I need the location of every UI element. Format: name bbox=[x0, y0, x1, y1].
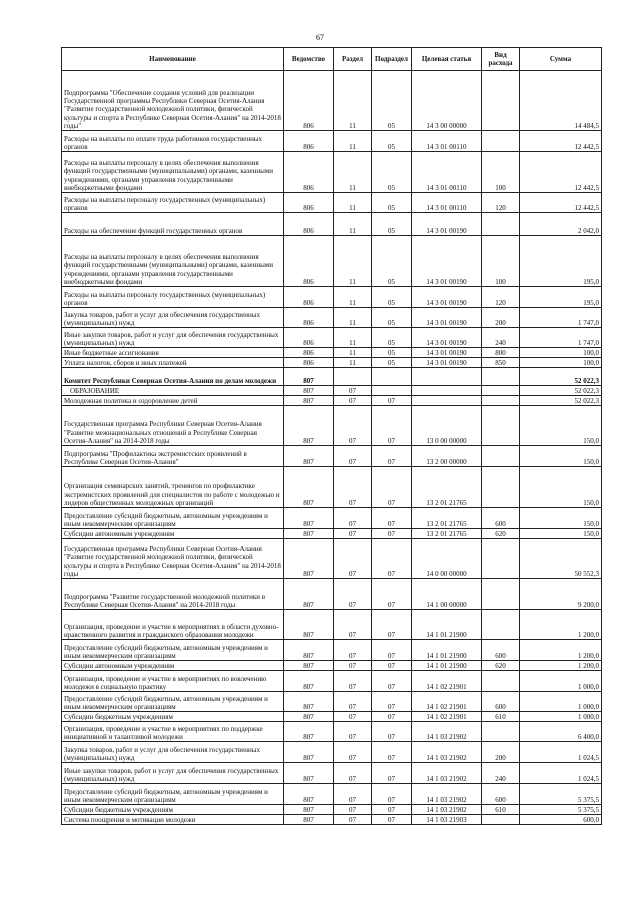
cell-subsection: 05 bbox=[372, 308, 412, 328]
cell-section: 07 bbox=[334, 529, 372, 539]
cell-expense-type bbox=[482, 579, 520, 610]
table-row bbox=[62, 579, 602, 610]
cell-ministry: 806 bbox=[284, 193, 334, 213]
cell-name: Комитет Республики Северная Осетия-Алания по делам молодежи bbox=[62, 368, 284, 386]
cell-subsection: 05 bbox=[372, 236, 412, 287]
cell-section: 07 bbox=[334, 784, 372, 805]
table-row bbox=[62, 671, 602, 692]
cell-section: 11 bbox=[334, 193, 372, 213]
cell-target: 14 1 03 21902 bbox=[412, 722, 482, 742]
cell-target bbox=[412, 368, 482, 386]
cell-sum: 1 200,0 bbox=[520, 640, 602, 661]
table-row bbox=[62, 508, 602, 529]
cell-sum: 1 000,0 bbox=[520, 692, 602, 712]
cell-ministry: 807 bbox=[284, 712, 334, 722]
cell-subsection: 07 bbox=[372, 579, 412, 610]
cell-name: Иные закупки товаров, работ и услуг для обеспечения государственных (муниципальных) нужд bbox=[62, 763, 284, 784]
cell-target: 14 3 01 00110 bbox=[412, 193, 482, 213]
cell-sum: 1 024,5 bbox=[520, 742, 602, 763]
cell-expense-type bbox=[482, 396, 520, 406]
cell-expense-type: 200 bbox=[482, 742, 520, 763]
cell-section: 07 bbox=[334, 396, 372, 406]
table-row bbox=[62, 529, 602, 539]
cell-sum: 100,0 bbox=[520, 348, 602, 358]
cell-target: 14 1 03 21902 bbox=[412, 805, 482, 815]
cell-name: Подпрограмма "Обеспечение создания условий для реализации Государственной программы Республики Северная Осетия-Алания "Развитие государственной молодежной политики, физической культуры и спорта в Республике Северная Осетия-Алания" на 2014-2018 годы" bbox=[62, 71, 284, 131]
cell-expense-type: 200 bbox=[482, 308, 520, 328]
cell-expense-type: 600 bbox=[482, 508, 520, 529]
cell-expense-type bbox=[482, 368, 520, 386]
cell-name: Государственная программа Республики Северная Осетия-Алания "Развитие межнациональных отношений в Республике Северная Осетия-Алания" на 2014-2018 годы bbox=[62, 406, 284, 446]
cell-name: Подпрограмма "Развитие государственной молодежной политики в Республике Северная Осетия-Алания" на 2014-2018 годы bbox=[62, 579, 284, 610]
cell-target: 14 3 01 00190 bbox=[412, 287, 482, 308]
table-row bbox=[62, 328, 602, 348]
cell-name: Предоставление субсидий бюджетным, автономным учреждениям и иным некоммерческим организациям bbox=[62, 784, 284, 805]
header-section: Раздел bbox=[334, 48, 372, 71]
cell-section: 11 bbox=[334, 287, 372, 308]
cell-ministry: 807 bbox=[284, 508, 334, 529]
cell-ministry: 807 bbox=[284, 396, 334, 406]
cell-expense-type bbox=[482, 815, 520, 825]
cell-expense-type: 800 bbox=[482, 348, 520, 358]
cell-ministry: 807 bbox=[284, 805, 334, 815]
cell-section: 07 bbox=[334, 539, 372, 579]
cell-ministry: 807 bbox=[284, 529, 334, 539]
cell-expense-type bbox=[482, 131, 520, 152]
cell-subsection: 05 bbox=[372, 152, 412, 193]
cell-ministry: 807 bbox=[284, 742, 334, 763]
cell-expense-type bbox=[482, 71, 520, 131]
cell-sum: 5 375,5 bbox=[520, 805, 602, 815]
cell-section: 11 bbox=[334, 348, 372, 358]
cell-target: 14 3 01 00190 bbox=[412, 348, 482, 358]
cell-sum: 52 022,3 bbox=[520, 396, 602, 406]
cell-subsection: 07 bbox=[372, 692, 412, 712]
cell-sum: 12 442,5 bbox=[520, 131, 602, 152]
table-row bbox=[62, 712, 602, 722]
cell-sum: 12 442,5 bbox=[520, 152, 602, 193]
cell-subsection: 05 bbox=[372, 131, 412, 152]
cell-section bbox=[334, 368, 372, 386]
cell-ministry: 806 bbox=[284, 348, 334, 358]
cell-section: 07 bbox=[334, 815, 372, 825]
table-row bbox=[62, 213, 602, 236]
cell-target: 14 3 01 00190 bbox=[412, 236, 482, 287]
cell-expense-type: 600 bbox=[482, 692, 520, 712]
cell-subsection: 07 bbox=[372, 763, 412, 784]
cell-subsection: 07 bbox=[372, 671, 412, 692]
cell-sum: 14 484,5 bbox=[520, 71, 602, 131]
cell-name: Иные бюджетные ассигнования bbox=[62, 348, 284, 358]
cell-ministry: 807 bbox=[284, 661, 334, 671]
cell-expense-type: 600 bbox=[482, 784, 520, 805]
cell-subsection: 07 bbox=[372, 539, 412, 579]
cell-target: 13 2 00 00000 bbox=[412, 446, 482, 467]
cell-expense-type bbox=[482, 446, 520, 467]
cell-name: Система поощрения и мотивации молодежи bbox=[62, 815, 284, 825]
cell-name: Предоставление субсидий бюджетным, автономным учреждениям и иным некоммерческим организациям bbox=[62, 640, 284, 661]
cell-sum: 195,0 bbox=[520, 236, 602, 287]
cell-expense-type bbox=[482, 406, 520, 446]
cell-sum: 600,0 bbox=[520, 815, 602, 825]
cell-sum: 100,0 bbox=[520, 358, 602, 368]
header-name: Наименование bbox=[62, 48, 284, 71]
cell-subsection: 07 bbox=[372, 722, 412, 742]
cell-section: 11 bbox=[334, 71, 372, 131]
cell-name: Предоставление субсидий бюджетным, автономным учреждениям и иным некоммерческим организациям bbox=[62, 692, 284, 712]
cell-subsection bbox=[372, 386, 412, 396]
cell-section: 11 bbox=[334, 152, 372, 193]
table-row bbox=[62, 368, 602, 386]
header-expense-type: Вид расхода bbox=[482, 48, 520, 71]
cell-ministry: 807 bbox=[284, 610, 334, 640]
cell-ministry: 807 bbox=[284, 368, 334, 386]
cell-name: Расходы на выплаты персоналу государственных (муниципальных) органов bbox=[62, 287, 284, 308]
cell-ministry: 807 bbox=[284, 406, 334, 446]
cell-target: 14 1 00 00000 bbox=[412, 579, 482, 610]
cell-ministry: 807 bbox=[284, 386, 334, 396]
cell-ministry: 807 bbox=[284, 539, 334, 579]
cell-target: 14 1 01 21900 bbox=[412, 661, 482, 671]
cell-ministry: 806 bbox=[284, 308, 334, 328]
cell-ministry: 806 bbox=[284, 236, 334, 287]
cell-target: 14 1 01 21900 bbox=[412, 640, 482, 661]
cell-ministry: 807 bbox=[284, 640, 334, 661]
cell-target: 14 1 03 21903 bbox=[412, 815, 482, 825]
cell-ministry: 807 bbox=[284, 671, 334, 692]
cell-name: Уплата налогов, сборов и иных платежей bbox=[62, 358, 284, 368]
table-row bbox=[62, 396, 602, 406]
cell-target: 13 2 01 21765 bbox=[412, 529, 482, 539]
cell-section: 07 bbox=[334, 386, 372, 396]
cell-expense-type: 120 bbox=[482, 287, 520, 308]
cell-ministry: 806 bbox=[284, 287, 334, 308]
cell-target: 14 0 00 00000 bbox=[412, 539, 482, 579]
cell-section: 07 bbox=[334, 610, 372, 640]
cell-expense-type: 120 bbox=[482, 193, 520, 213]
cell-target: 14 3 01 00190 bbox=[412, 358, 482, 368]
cell-sum: 1 000,0 bbox=[520, 671, 602, 692]
table-row bbox=[62, 287, 602, 308]
cell-name: Расходы на выплаты по оплате труда работников государственных органов bbox=[62, 131, 284, 152]
cell-subsection: 07 bbox=[372, 712, 412, 722]
cell-section: 11 bbox=[334, 328, 372, 348]
cell-expense-type bbox=[482, 213, 520, 236]
cell-expense-type: 100 bbox=[482, 152, 520, 193]
cell-sum: 5 375,5 bbox=[520, 784, 602, 805]
cell-name: Закупка товаров, работ и услуг для обеспечения государственных (муниципальных) нужд bbox=[62, 308, 284, 328]
cell-target: 14 1 03 21902 bbox=[412, 763, 482, 784]
cell-expense-type: 100 bbox=[482, 236, 520, 287]
cell-name: Предоставление субсидий бюджетным, автономным учреждениям и иным некоммерческим организациям bbox=[62, 508, 284, 529]
cell-sum: 6 400,0 bbox=[520, 722, 602, 742]
cell-sum: 1 024,5 bbox=[520, 763, 602, 784]
page-number: 67 bbox=[316, 33, 324, 42]
cell-target: 13 2 01 21765 bbox=[412, 508, 482, 529]
table-row bbox=[62, 467, 602, 508]
cell-target: 14 1 03 21902 bbox=[412, 742, 482, 763]
table-row bbox=[62, 784, 602, 805]
table-row bbox=[62, 640, 602, 661]
table-row bbox=[62, 661, 602, 671]
cell-ministry: 807 bbox=[284, 815, 334, 825]
cell-target: 14 3 01 00110 bbox=[412, 131, 482, 152]
cell-ministry: 807 bbox=[284, 784, 334, 805]
cell-name: Субсидии автономным учреждениям bbox=[62, 661, 284, 671]
cell-ministry: 806 bbox=[284, 213, 334, 236]
cell-section: 07 bbox=[334, 579, 372, 610]
cell-sum: 52 022,3 bbox=[520, 368, 602, 386]
cell-target: 13 2 01 21765 bbox=[412, 467, 482, 508]
cell-subsection: 05 bbox=[372, 328, 412, 348]
cell-section: 07 bbox=[334, 508, 372, 529]
cell-section: 11 bbox=[334, 131, 372, 152]
cell-name: Организация семинарских занятий, тренингов по профилактике экстремистских проявлений для специалистов по работе с молодежью и лидеров общественных молодежных организаций bbox=[62, 467, 284, 508]
cell-sum: 12 442,5 bbox=[520, 193, 602, 213]
cell-target bbox=[412, 396, 482, 406]
cell-sum: 1 000,0 bbox=[520, 712, 602, 722]
cell-sum: 195,0 bbox=[520, 287, 602, 308]
cell-ministry: 807 bbox=[284, 446, 334, 467]
cell-subsection: 07 bbox=[372, 661, 412, 671]
cell-subsection: 07 bbox=[372, 467, 412, 508]
cell-section: 11 bbox=[334, 308, 372, 328]
cell-subsection: 05 bbox=[372, 287, 412, 308]
cell-target: 14 1 02 21901 bbox=[412, 712, 482, 722]
cell-section: 07 bbox=[334, 805, 372, 815]
table-row bbox=[62, 348, 602, 358]
table-row bbox=[62, 742, 602, 763]
cell-subsection: 07 bbox=[372, 784, 412, 805]
cell-expense-type: 850 bbox=[482, 358, 520, 368]
cell-expense-type bbox=[482, 671, 520, 692]
table-row bbox=[62, 71, 602, 131]
table-row bbox=[62, 763, 602, 784]
table-row bbox=[62, 308, 602, 328]
table-row bbox=[62, 131, 602, 152]
cell-section: 07 bbox=[334, 712, 372, 722]
cell-subsection: 07 bbox=[372, 529, 412, 539]
header-sum: Сумма bbox=[520, 48, 602, 71]
cell-expense-type: 620 bbox=[482, 529, 520, 539]
cell-name: Расходы на выплаты персоналу государственных (муниципальных) органов bbox=[62, 193, 284, 213]
cell-section: 07 bbox=[334, 692, 372, 712]
cell-section: 11 bbox=[334, 236, 372, 287]
cell-sum: 150,0 bbox=[520, 529, 602, 539]
cell-name: Расходы на выплаты персоналу в целях обеспечения выполнения функций государственными (муниципальными) органами, казенными учреждениями, органами управления государственными внебюджетными фондами bbox=[62, 236, 284, 287]
cell-expense-type bbox=[482, 467, 520, 508]
table-header-row bbox=[62, 48, 602, 71]
cell-sum: 150,0 bbox=[520, 446, 602, 467]
cell-section: 11 bbox=[334, 213, 372, 236]
cell-sum: 150,0 bbox=[520, 467, 602, 508]
table-row bbox=[62, 406, 602, 446]
cell-ministry: 806 bbox=[284, 152, 334, 193]
cell-target: 14 1 02 21901 bbox=[412, 671, 482, 692]
cell-section: 11 bbox=[334, 358, 372, 368]
cell-name: Молодежная политика и оздоровление детей bbox=[62, 396, 284, 406]
cell-expense-type bbox=[482, 539, 520, 579]
cell-sum: 1 200,0 bbox=[520, 661, 602, 671]
cell-section: 07 bbox=[334, 722, 372, 742]
cell-sum: 1 200,0 bbox=[520, 610, 602, 640]
cell-subsection: 07 bbox=[372, 805, 412, 815]
table-row bbox=[62, 386, 602, 396]
cell-name: Субсидии автономным учреждениям bbox=[62, 529, 284, 539]
cell-subsection: 07 bbox=[372, 640, 412, 661]
cell-name: Организация, проведение и участие в мероприятиях по вовлечению молодежи в социальную практику bbox=[62, 671, 284, 692]
cell-target: 14 3 01 00190 bbox=[412, 308, 482, 328]
cell-section: 07 bbox=[334, 763, 372, 784]
cell-target: 14 3 01 00190 bbox=[412, 213, 482, 236]
table-row bbox=[62, 152, 602, 193]
cell-subsection: 07 bbox=[372, 446, 412, 467]
cell-section: 07 bbox=[334, 406, 372, 446]
table-row bbox=[62, 358, 602, 368]
cell-ministry: 806 bbox=[284, 71, 334, 131]
header-target: Целевая статья bbox=[412, 48, 482, 71]
cell-expense-type: 240 bbox=[482, 328, 520, 348]
cell-ministry: 807 bbox=[284, 579, 334, 610]
table-body bbox=[62, 71, 602, 825]
cell-target bbox=[412, 386, 482, 396]
cell-subsection: 05 bbox=[372, 193, 412, 213]
cell-expense-type: 600 bbox=[482, 640, 520, 661]
cell-section: 07 bbox=[334, 446, 372, 467]
cell-target: 14 3 01 00190 bbox=[412, 328, 482, 348]
cell-sum: 1 747,0 bbox=[520, 328, 602, 348]
cell-expense-type bbox=[482, 610, 520, 640]
cell-sum: 1 747,0 bbox=[520, 308, 602, 328]
cell-name: Организация, проведение и участие в мероприятиях по поддержке инициативной и талантливой молодежи bbox=[62, 722, 284, 742]
cell-name: Государственная программа Республики Северная Осетия-Алания "Развитие государственной молодежной политики, физической культуры и спорта в Республике Северная Осетия-Алания" на 2014-2018 годы bbox=[62, 539, 284, 579]
cell-sum: 150,0 bbox=[520, 508, 602, 529]
cell-name: Расходы на обеспечение функций государственных органов bbox=[62, 213, 284, 236]
cell-subsection: 07 bbox=[372, 406, 412, 446]
cell-subsection bbox=[372, 368, 412, 386]
cell-ministry: 807 bbox=[284, 722, 334, 742]
cell-sum: 50 552,3 bbox=[520, 539, 602, 579]
cell-subsection: 05 bbox=[372, 358, 412, 368]
table-row bbox=[62, 539, 602, 579]
cell-sum: 150,0 bbox=[520, 406, 602, 446]
cell-section: 07 bbox=[334, 467, 372, 508]
cell-subsection: 07 bbox=[372, 610, 412, 640]
cell-target: 14 1 01 21900 bbox=[412, 610, 482, 640]
cell-subsection: 05 bbox=[372, 348, 412, 358]
cell-sum: 2 042,0 bbox=[520, 213, 602, 236]
cell-ministry: 806 bbox=[284, 131, 334, 152]
cell-ministry: 806 bbox=[284, 328, 334, 348]
cell-name: Иные закупки товаров, работ и услуг для обеспечения государственных (муниципальных) нужд bbox=[62, 328, 284, 348]
cell-section: 07 bbox=[334, 671, 372, 692]
cell-name: Субсидии бюджетным учреждениям bbox=[62, 712, 284, 722]
cell-ministry: 807 bbox=[284, 467, 334, 508]
cell-name: Организация, проведение и участие в мероприятиях в области духовно-нравственного развития и гражданского образования молодежи bbox=[62, 610, 284, 640]
table-row bbox=[62, 805, 602, 815]
cell-section: 07 bbox=[334, 661, 372, 671]
cell-target: 14 1 03 21902 bbox=[412, 784, 482, 805]
cell-expense-type: 610 bbox=[482, 805, 520, 815]
cell-sum: 9 200,0 bbox=[520, 579, 602, 610]
cell-subsection: 07 bbox=[372, 396, 412, 406]
cell-expense-type: 620 bbox=[482, 661, 520, 671]
table-row bbox=[62, 815, 602, 825]
cell-ministry: 807 bbox=[284, 692, 334, 712]
table-row bbox=[62, 193, 602, 213]
header-subsection: Подраздел bbox=[372, 48, 412, 71]
cell-target: 14 3 00 00000 bbox=[412, 71, 482, 131]
cell-subsection: 05 bbox=[372, 213, 412, 236]
table-row bbox=[62, 236, 602, 287]
cell-expense-type: 610 bbox=[482, 712, 520, 722]
cell-name: Закупка товаров, работ и услуг для обеспечения государственных (муниципальных) нужд bbox=[62, 742, 284, 763]
cell-name: Подпрограмма "Профилактика экстремистских проявлений в Республике Северная Осетия-Алания" bbox=[62, 446, 284, 467]
cell-expense-type bbox=[482, 722, 520, 742]
cell-target: 14 3 01 00110 bbox=[412, 152, 482, 193]
cell-subsection: 07 bbox=[372, 508, 412, 529]
table-row bbox=[62, 446, 602, 467]
cell-target: 13 0 00 00000 bbox=[412, 406, 482, 446]
cell-subsection: 07 bbox=[372, 815, 412, 825]
table-row bbox=[62, 610, 602, 640]
cell-section: 07 bbox=[334, 640, 372, 661]
cell-name: Расходы на выплаты персоналу в целях обеспечения выполнения функций государственными (муниципальными) органами, казенными учреждениями, органами управления государственными внебюджетными фондами bbox=[62, 152, 284, 193]
cell-section: 07 bbox=[334, 742, 372, 763]
cell-name: ОБРАЗОВАНИЕ bbox=[62, 386, 284, 396]
table-row bbox=[62, 692, 602, 712]
cell-sum: 52 022,3 bbox=[520, 386, 602, 396]
cell-subsection: 05 bbox=[372, 71, 412, 131]
header-ministry: Ведомство bbox=[284, 48, 334, 71]
budget-table bbox=[61, 47, 602, 825]
table-row bbox=[62, 722, 602, 742]
cell-ministry: 806 bbox=[284, 358, 334, 368]
cell-target: 14 1 02 21901 bbox=[412, 692, 482, 712]
cell-expense-type bbox=[482, 386, 520, 396]
cell-name: Субсидии бюджетным учреждениям bbox=[62, 805, 284, 815]
cell-expense-type: 240 bbox=[482, 763, 520, 784]
cell-subsection: 07 bbox=[372, 742, 412, 763]
cell-ministry: 807 bbox=[284, 763, 334, 784]
